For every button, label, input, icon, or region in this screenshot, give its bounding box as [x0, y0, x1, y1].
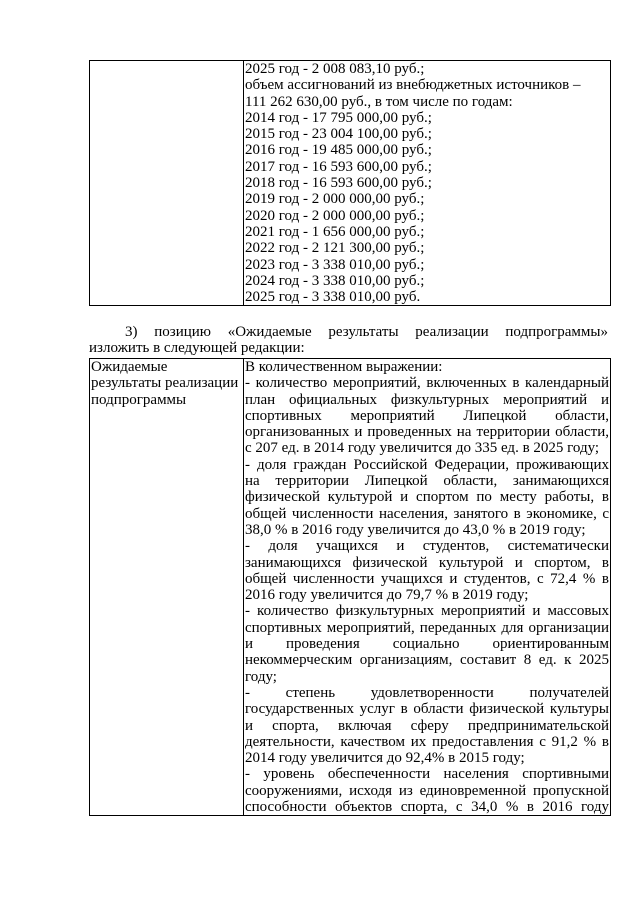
result-line: - количество физкультурных мероприятий и массовых: [245, 603, 609, 620]
label-line: Ожидаемые: [91, 359, 168, 375]
result-line: - степень удовлетворенности получателей: [245, 684, 609, 701]
result-line: способности объектов спорта, с 34,0 % в 2016 году: [245, 799, 609, 816]
expected-results-text-cell: [244, 359, 611, 816]
financing-line: 2019 год - 2 000 000,00 руб.;: [245, 191, 425, 208]
result-line: - уровень обеспеченности населения спортивными: [245, 766, 609, 783]
table-row: [90, 359, 611, 816]
result-line: - количество мероприятий, включенных в календарный: [245, 375, 609, 392]
result-line: физической культурой и спортом по месту работы, в: [245, 489, 609, 506]
result-line: и проведения социально ориентированным: [245, 636, 609, 653]
result-line: 2014 году увеличится до 92,4% в 2015 году;: [245, 750, 525, 767]
financing-line: 2015 год - 23 004 100,00 руб.;: [245, 126, 432, 143]
label-line: подпрограммы: [91, 391, 187, 408]
result-line: занимающихся физической культурой и спортом, в: [245, 554, 609, 571]
result-line: и спорта, включая сферу предпринимательской: [245, 717, 609, 734]
financing-line: 2020 год - 2 000 000,00 руб.;: [245, 207, 425, 224]
financing-table: [89, 60, 611, 306]
financing-line: 2022 год - 2 121 300,00 руб.;: [245, 240, 425, 257]
result-line: году;: [245, 668, 277, 685]
result-line: сооружениями, исходя из единовременной пропускной: [245, 782, 609, 799]
financing-label-cell: [90, 61, 244, 306]
expected-results-table: [89, 358, 611, 816]
result-line: организованных и проведенных на территории области,: [245, 424, 609, 441]
paragraph-line: изложить в следующей редакции:: [89, 340, 305, 357]
expected-results-label-cell: [90, 359, 244, 816]
result-line: - доля граждан Российской Федерации, проживающих: [245, 456, 609, 473]
result-line: государственных услуг в области физической культуры: [245, 701, 609, 718]
result-line: некоммерческим организациям, составит 8 ед. к 2025: [245, 652, 609, 669]
financing-line: 2025 год - 3 338 010,00 руб.: [245, 289, 421, 306]
result-line: спортивных мероприятий Липецкой области,: [245, 407, 609, 424]
result-line: общей численности учащихся и студентов, с 72,4 % в: [245, 570, 609, 587]
financing-line: 2017 год - 16 593 600,00 руб.;: [245, 158, 432, 175]
result-line: 2016 году увеличится до 79,7 % в 2019 году;: [245, 587, 529, 604]
table-row: [90, 61, 611, 306]
result-line: спортивных мероприятий, переданных для организации: [245, 619, 609, 636]
financing-line: 2024 год - 3 338 010,00 руб.;: [245, 272, 425, 289]
financing-line: 2021 год - 1 656 000,00 руб.;: [245, 223, 425, 240]
result-line: план официальных физкультурных мероприятий и: [245, 391, 609, 408]
financing-line: 2016 год - 19 485 000,00 руб.;: [245, 142, 432, 159]
result-line: с 207 ед. в 2014 году увеличится до 335 ед. в 2025 году;: [245, 440, 600, 457]
result-line: общей численности населения, занятого в экономике, с: [245, 505, 609, 522]
result-line: - доля учащихся и студентов, систематически: [245, 538, 609, 555]
label-line: результаты реализации: [91, 375, 239, 392]
financing-line: 2018 год - 16 593 600,00 руб.;: [245, 175, 432, 192]
financing-line: 2023 год - 3 338 010,00 руб.;: [245, 256, 425, 273]
result-line: деятельности, качеством их предоставления с 91,2 % в: [245, 733, 609, 750]
financing-line: объем ассигнований из внебюджетных источников –: [245, 77, 581, 94]
result-line: 38,0 % в 2016 году увеличится до 43,0 % в 2019 году;: [245, 521, 586, 538]
financing-line: 111 262 630,00 руб., в том числе по годам:: [245, 93, 513, 110]
financing-line: 2025 год - 2 008 083,10 руб.;: [245, 61, 425, 77]
financing-values-cell: [244, 61, 611, 306]
result-line: В количественном выражении:: [245, 359, 443, 375]
result-line: на территории Липецкой области, занимающихся: [245, 473, 609, 490]
paragraph-line: 3) позицию «Ожидаемые результаты реализации подпрограммы»: [125, 324, 608, 340]
amendment-paragraph: [89, 324, 608, 357]
financing-line: 2014 год - 17 795 000,00 руб.;: [245, 109, 432, 126]
